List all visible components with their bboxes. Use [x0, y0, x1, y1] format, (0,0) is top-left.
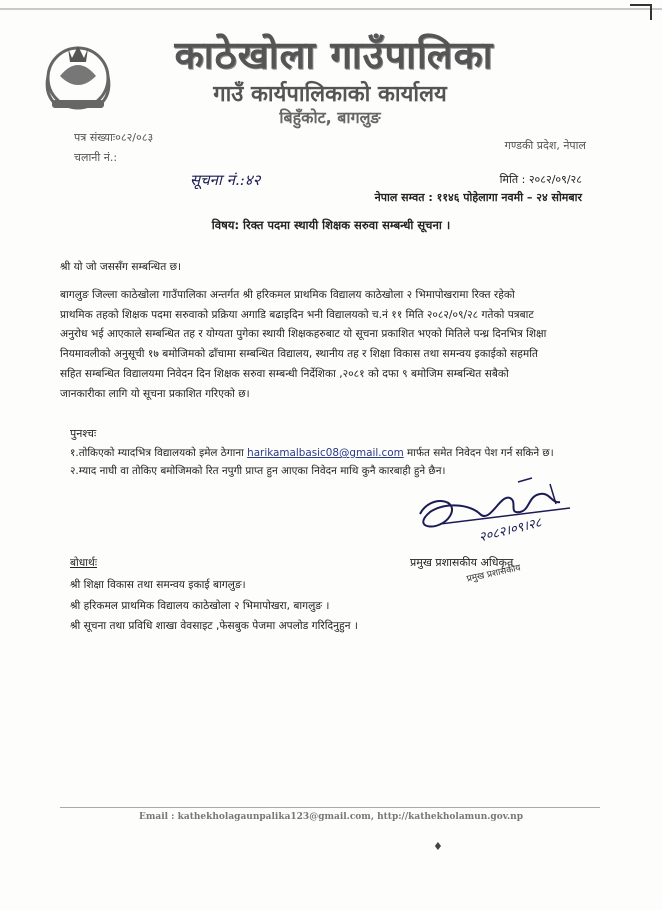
dispatch-number: चलानी नं.:: [74, 151, 118, 164]
handwritten-notice-number: सूचना नं.:४२: [190, 171, 261, 189]
scan-edge-top: [0, 8, 662, 10]
office-subtitle: गाउँ कार्यपालिकाको कार्यालय: [213, 82, 447, 107]
postscript-note-1: [70, 446, 554, 460]
nepal-emblem-icon: [38, 36, 118, 116]
school-email-link[interactable]: harikamalbasic08@gmail.com: [247, 447, 404, 459]
scan-artifact-mark: ♦: [433, 840, 443, 853]
footer-divider: [60, 807, 600, 808]
official-stamp: प्रमुख प्रशासकीय: [465, 563, 522, 585]
handwritten-signature-date: २०८२।०९।२८: [477, 515, 544, 546]
postscript-note-2: २.म्याद नाघी वा तोकिए बमोजिमको रित नपुगी प्राप्त हुन आएका निवेदन माथि कुनै कारबाही हुने छैन।: [70, 465, 446, 477]
nepal-samvat-date: नेपाल सम्वत : ११४६ पोहेलागा नवमी – २४ सोमबार: [374, 191, 582, 204]
bodharth-item: श्री सूचना तथा प्रविधि शाखा वेवसाइट ,फेसबुक पेजमा अपलोड गरिदिनुहुन ।: [70, 620, 358, 632]
note-1-suffix: मार्फत समेत निवेदन पेश गर्न सकिने छ।: [403, 447, 554, 459]
scan-corner-mark: [630, 4, 652, 20]
letter-subject: विषय: रिक्त पदमा स्थायी शिक्षक सरुवा सम्बन्धी सूचना ।: [211, 218, 451, 232]
bodharth-item: श्री शिक्षा विकास तथा समन्वय इकाई बागलुङ।: [70, 579, 246, 591]
salutation: श्री यो जो जससँग सम्बन्धित छ।: [60, 261, 182, 273]
office-location: बिहुँकोट, बागलुङ: [279, 108, 381, 127]
bodharth-item: श्री हरिकमल प्राथमिक विद्यालय काठेखोला २ भिमापोखरा, बागलुङ ।: [70, 600, 330, 612]
body-paragraph: बागलुङ जिल्ला काठेखोला गाउँपालिका अन्तर्गत श्री हरिकमल प्राथमिक विद्यालय काठेखोला २ भिमापोखरामा रिक्त रहेको प्राथमिक तहको शिक्षक पदमा सरुवाको प्रक्रिया अगाडि बढाइदिन भनी विद्यालयको च.नं ११ मिति २०८२/०९/२८ गतेको पत्रबाट अनुरोध भई आएकाले सम्बन्धित तह र योग्यता पुगेका स्थायी शिक्षकहरुबाट यो सूचना प्रकाशित भएको मितिले पन्ध्र दिनभित्र शिक्षा नियमावलीको अनुसूची १७ बमोजिमको ढाँचामा सम्बन्धित विद्यालय, स्थानीय तह र शिक्षा विकास तथा समन्वय इकाईको सहमति सहित सम्बन्धित विद्यालयमा निवेदन दिन शिक्षक सरुवा सम्बन्धी निर्देशिका ,२०८१ को दफा ९ बमोजिम सम्बन्धित सबैको जानकारीका लागि यो सूचना प्रकाशित गरिएको छ।: [60, 289, 547, 400]
reference-number: पत्र संख्याः०८२/०८३: [74, 131, 154, 144]
municipality-title: काठेखोला गाउँपालिका: [174, 33, 494, 77]
officer-designation: प्रमुख प्रशासकीय अधिकृत: [410, 556, 514, 569]
letter-date: मिति : २०८२/०९/२८: [499, 173, 582, 186]
province-label: गण्डकी प्रदेश, नेपाल: [504, 139, 586, 152]
footer-contact: Email : kathekholagaunpalika123@gmail.com, http://kathekholamun.gov.np: [139, 812, 523, 822]
postscript-heading: पुनश्चः: [70, 427, 97, 440]
note-1-prefix: १.तोकिएको म्यादभित्र विद्यालयको इमेल ठेगाना: [70, 447, 248, 459]
signature-mark: [400, 474, 580, 564]
bodharth-heading: बोधार्थः: [70, 557, 97, 569]
